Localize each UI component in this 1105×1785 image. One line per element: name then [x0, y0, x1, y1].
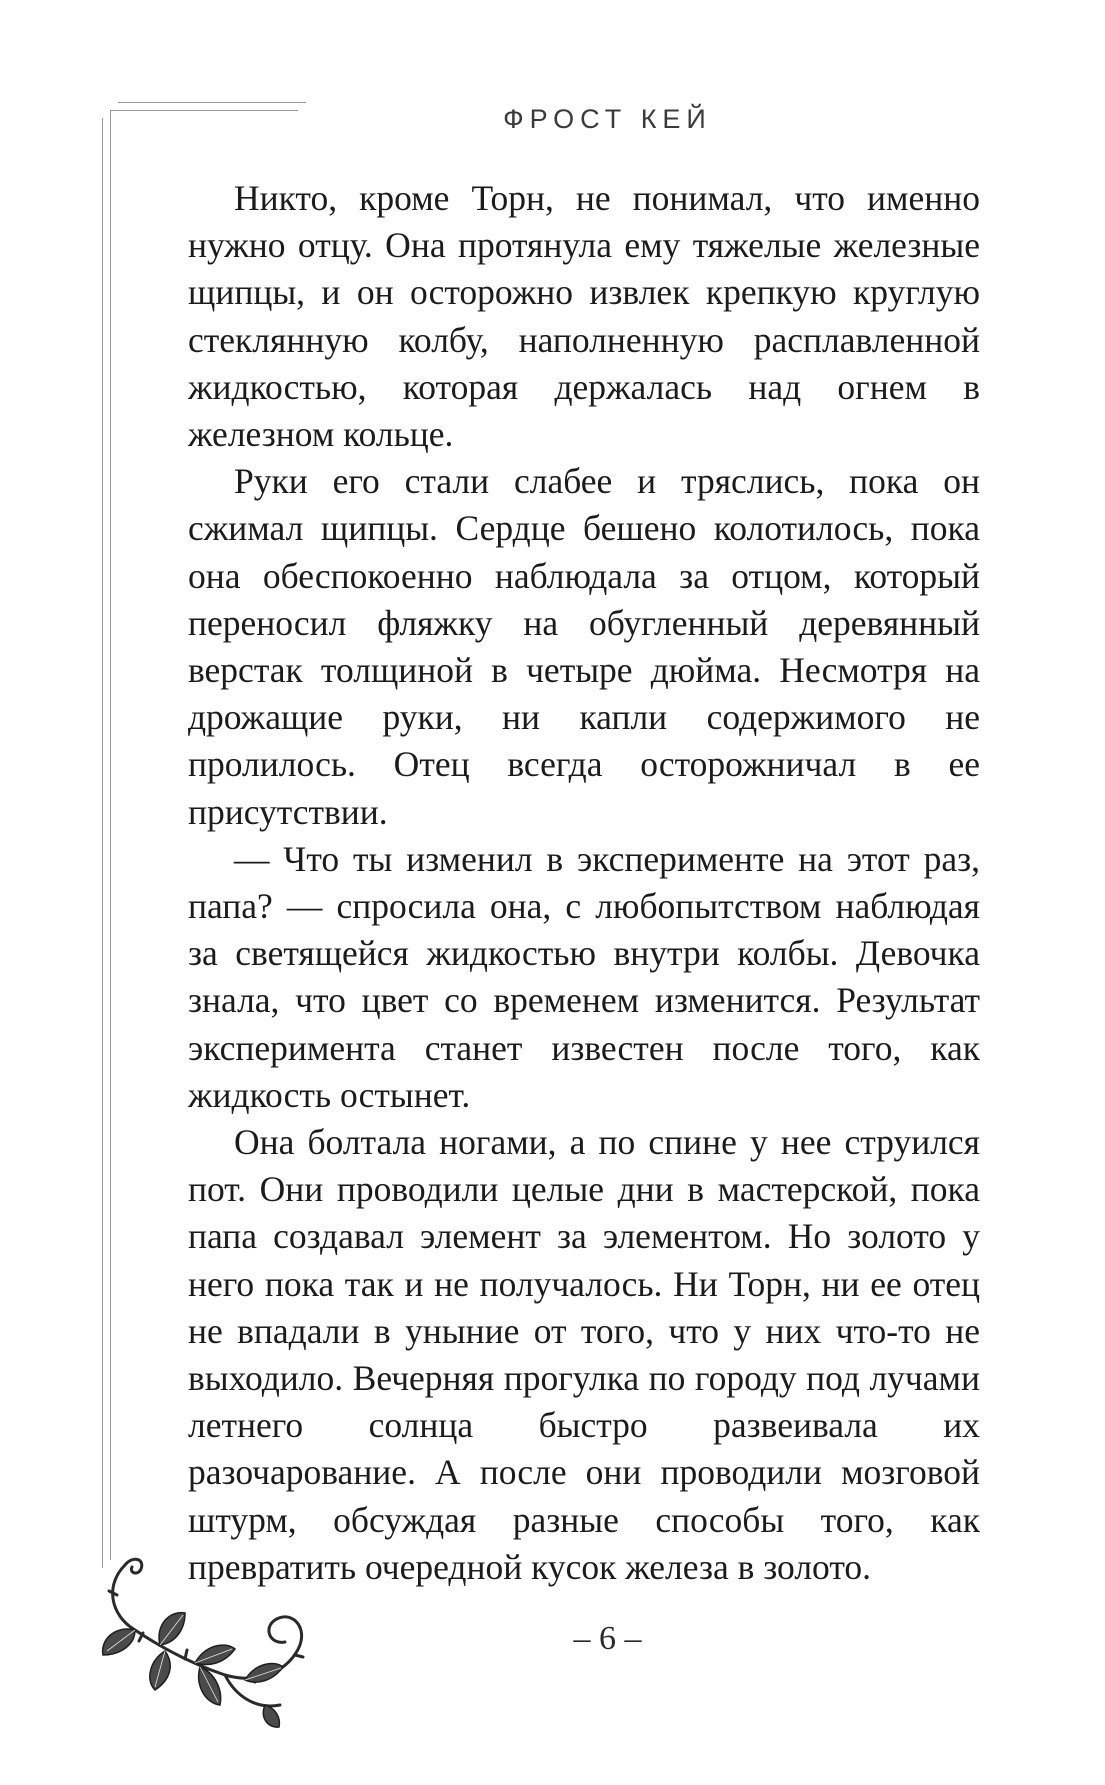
paragraph: Никто, кроме Торн, не понимал, что именно нужно отцу. Она протянула ему тяжелые железные щипцы, и он осторожно извлек крепкую круглую стеклянную колбу, наполненную расплавленной жидкостью, которая держалась над огнем в железном кольце. [188, 178, 980, 455]
running-head: ФРОСТ КЕЙ [503, 104, 712, 134]
leaf [195, 1645, 235, 1664]
paragraph: Она болтала ногами, а по спине у нее струился пот. Они проводили целые дни в мастерской, пока папа создавал элемент за элементом. Но золото у него пока так и не получалось. Ни Торн, ни ее отец не впадали в уныние от того, что у них что-то не выходило. Вечерняя прогулка по городу под лучами летнего солнца быстро развеивала их разочарование. А после они проводили мозговой штурм, обсуждая разные способы того, как превратить очередной кусок железа в золото. [188, 1122, 980, 1587]
page-number: – 6 – [573, 1620, 642, 1657]
leaf [263, 1705, 279, 1727]
frame-line-top-outer [118, 102, 306, 103]
paragraph: — Что ты изменил в эксперименте на этот раз, папа? — спросила она, с любопытством наблюдая за светящейся жидкостью внутри колбы. Девочка знала, что цвет со временем изменится. Результат эксперимента станет известен после того, как жидкость остынет. [188, 838, 980, 1115]
leaf [245, 1663, 283, 1682]
vine-curl [125, 1559, 142, 1573]
paragraph: Руки его стали слабее и тряслись, пока он сжимал щипцы. Сердце бешено колотилось, пока она обеспокоенно наблюдала за отцом, который переносил фляжку на обугленный деревянный верстак толщиной в четыре дюйма. Несмотря на дрожащие руки, ни капли содержимого не пролилось. Отец всегда осторожничал в ее присутствии. [188, 461, 980, 832]
body-text [188, 175, 980, 1591]
frame-line-left-outer [102, 118, 103, 1568]
thorny-vine-ornament-icon [95, 1545, 345, 1735]
frame-line-left-inner [110, 110, 111, 1560]
leaf [150, 1651, 170, 1690]
